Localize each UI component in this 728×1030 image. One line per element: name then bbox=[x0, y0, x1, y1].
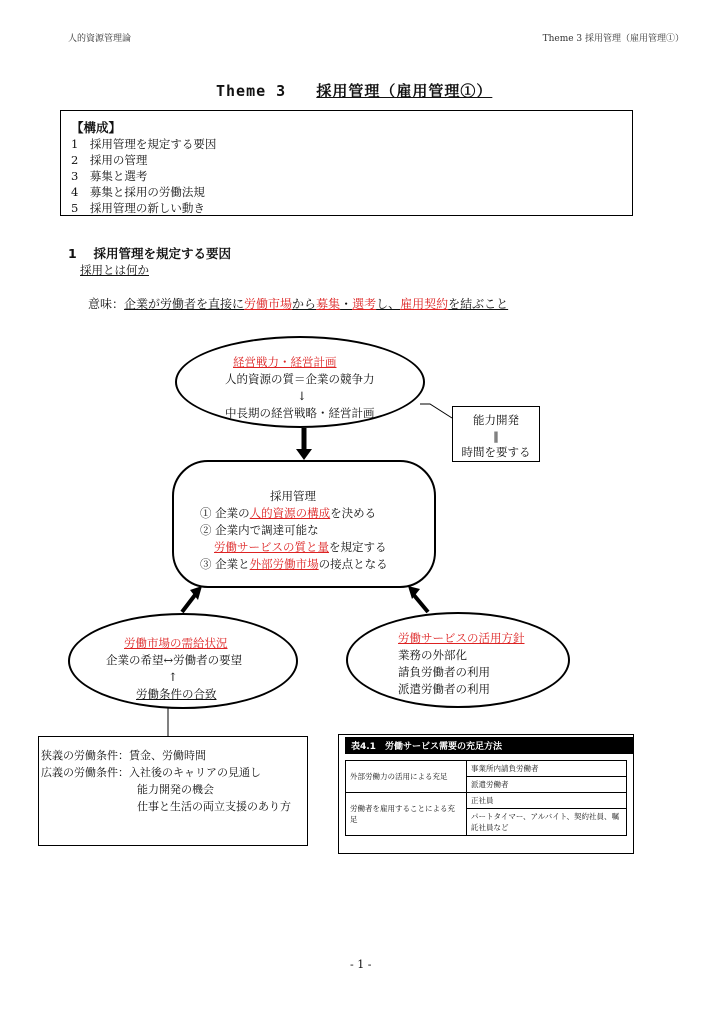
def-part: ・ bbox=[340, 297, 353, 311]
def-part: 意味： bbox=[88, 297, 125, 311]
arrow-down-icon: ↓ bbox=[297, 389, 307, 403]
table-cell: パートタイマー、アルバイト、契約社員、嘱託社員など bbox=[467, 809, 627, 836]
labor-service-line: 派遣労働者の利用 bbox=[398, 682, 490, 696]
supply-table bbox=[345, 760, 627, 836]
capability-line: 時間を要する bbox=[461, 445, 531, 459]
right-up-arrow bbox=[413, 594, 428, 612]
title-jp: 採用管理（雇用管理①） bbox=[316, 82, 493, 100]
recruitment-point: ③ 企業と外部労働市場の接点となる bbox=[200, 557, 388, 571]
capability-box bbox=[452, 406, 540, 462]
table-cell: 外部労働力の活用による充足 bbox=[346, 761, 467, 793]
labor-service-title: 労働サービスの活用方針 bbox=[398, 631, 525, 645]
table-figure bbox=[338, 734, 634, 854]
condition-line: 仕事と生活の両立支援のあり方 bbox=[137, 800, 291, 813]
strategy-line: 人的資源の質＝企業の競争力 bbox=[225, 372, 375, 386]
outline-item: 5 採用管理の新しい動き bbox=[71, 201, 205, 215]
def-part: 選考 bbox=[352, 297, 377, 311]
title-prefix: Theme 3 bbox=[216, 82, 287, 100]
recruitment-point: ① 企業の人的資源の構成を決める bbox=[200, 506, 377, 520]
strategy-line: 中長期の経営戦略・経営計画 bbox=[225, 406, 375, 420]
labor-market-line: 企業の希望↔労働者の要望 bbox=[106, 653, 243, 667]
conditions-box bbox=[38, 736, 308, 846]
table-row bbox=[346, 793, 627, 809]
strategy-ellipse bbox=[175, 336, 425, 428]
def-part: 企業が労働者を直接に bbox=[124, 297, 245, 311]
labor-market-ellipse bbox=[68, 613, 298, 709]
table-title: 表4.1 労働サービス需要の充足方法 bbox=[345, 737, 633, 754]
recruitment-point: ② 企業内で調達可能な bbox=[200, 523, 319, 537]
def-part: を結ぶこと bbox=[448, 297, 509, 311]
outline-item: 3 募集と選考 bbox=[71, 169, 148, 183]
recruitment-box bbox=[172, 460, 436, 588]
page-number: - 1 - bbox=[350, 958, 372, 971]
condition-line: 能力開発の機会 bbox=[137, 783, 214, 796]
labor-market-line: 労働条件の合致 bbox=[136, 687, 217, 701]
labor-service-line: 請負労働者の利用 bbox=[398, 665, 490, 679]
outline-item: 1 採用管理を規定する要因 bbox=[71, 137, 217, 151]
table-cell: 派遣労働者 bbox=[467, 777, 627, 793]
outline-item: 4 募集と採用の労働法規 bbox=[71, 185, 205, 199]
labor-service-line: 業務の外部化 bbox=[398, 648, 467, 662]
equivalence-icon: ‖ bbox=[493, 429, 499, 443]
left-up-arrow bbox=[182, 595, 195, 612]
def-part: し、 bbox=[376, 297, 401, 311]
down-arrow-head bbox=[296, 449, 312, 460]
table-row bbox=[346, 761, 627, 777]
def-part: 雇用契約 bbox=[400, 297, 449, 311]
def-part: から bbox=[292, 297, 317, 311]
header-right: Theme 3 採用管理（雇用管理①） bbox=[542, 34, 684, 44]
strategy-title: 経営戦力・経営計画 bbox=[233, 355, 337, 369]
table-cell: 労働者を雇用することによる充足 bbox=[346, 793, 467, 836]
header-left: 人的資源管理論 bbox=[68, 34, 132, 44]
arrow-up-icon: ↑ bbox=[168, 670, 178, 684]
outline-heading: 【構成】 bbox=[71, 120, 122, 135]
condition-line: 広義の労働条件：入社後のキャリアの見通し bbox=[41, 766, 261, 779]
table-cell: 事業所内請負労働者 bbox=[467, 761, 627, 777]
recruitment-point: 労働サービスの質と量を規定する bbox=[214, 540, 387, 554]
section-heading: 1 採用管理を規定する要因 bbox=[68, 246, 232, 261]
outline-item: 2 採用の管理 bbox=[71, 153, 148, 167]
labor-service-ellipse bbox=[346, 612, 570, 708]
def-part: 労働市場 bbox=[244, 297, 293, 311]
labor-market-title: 労働市場の需給状況 bbox=[124, 636, 228, 650]
recruitment-title: 採用管理 bbox=[270, 489, 316, 503]
side-connector bbox=[420, 404, 452, 418]
capability-line: 能力開発 bbox=[473, 413, 519, 427]
section-subheading: 採用とは何か bbox=[80, 263, 149, 277]
def-part: 募集 bbox=[316, 297, 341, 311]
condition-line: 狭義の労働条件：賃金、労働時間 bbox=[41, 749, 206, 762]
table-cell: 正社員 bbox=[467, 793, 627, 809]
